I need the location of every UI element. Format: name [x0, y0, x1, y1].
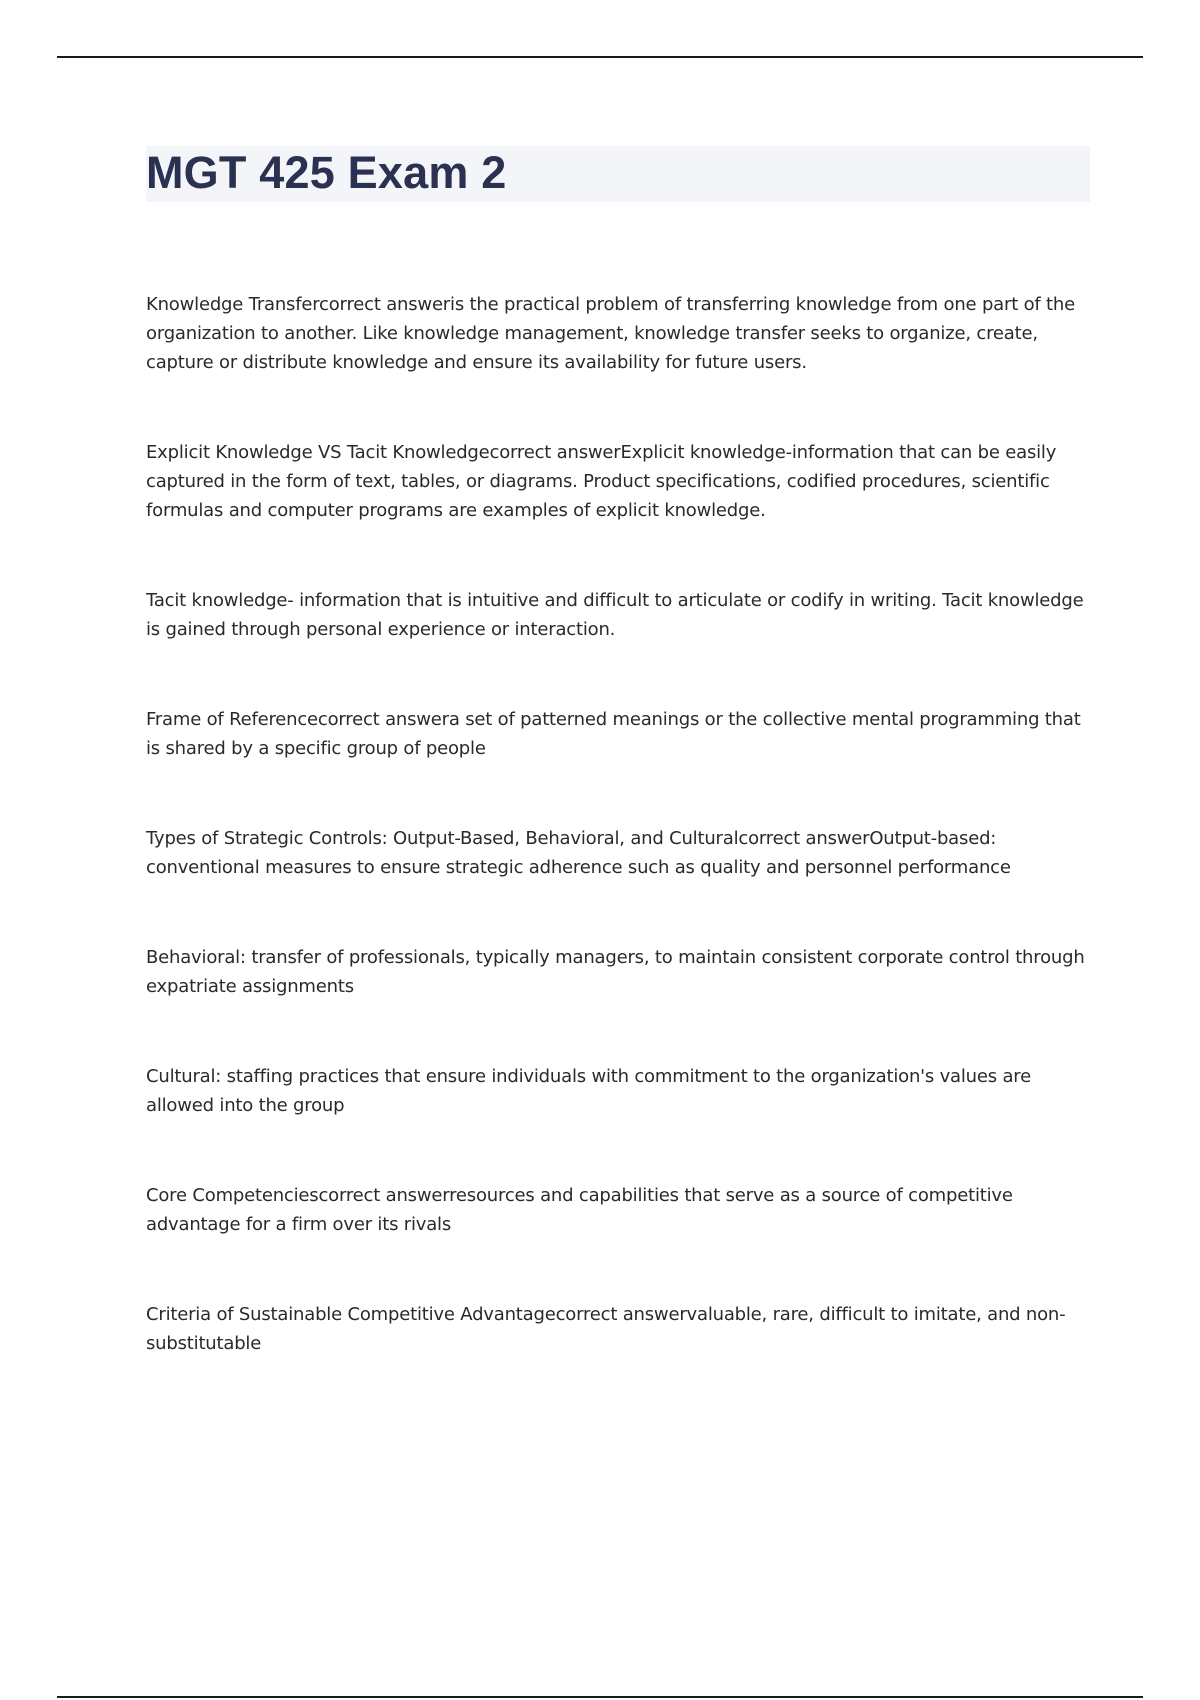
paragraph-frame-of-reference: Frame of Referencecorrect answera set of patterned meanings or the collective mental programming that is shared by a specific group of people [146, 709, 1081, 759]
paragraph-core-competencies: Core Competenciescorrect answerresources and capabilities that serve as a source of competitive advantage for a firm over its rivals [146, 1185, 1013, 1235]
paragraph-sustainable-advantage: Criteria of Sustainable Competitive Advantagecorrect answervaluable, rare, difficult to imitate, and non-substitutable [146, 1304, 1066, 1354]
document-body [146, 290, 1091, 1358]
paragraph-explicit-vs-tacit: Explicit Knowledge VS Tacit Knowledgecorrect answerExplicit knowledge-information that can be easily captured in the form of text, tables, or diagrams. Product specifications, codified procedures, scientific formulas and computer programs are examples of explicit knowledge. [146, 442, 1057, 521]
paragraph-tacit-knowledge: Tacit knowledge- information that is intuitive and difficult to articulate or codify in writing. Tacit knowledge is gained through personal experience or interaction. [146, 590, 1084, 640]
top-rule [57, 56, 1143, 58]
paragraph-behavioral: Behavioral: transfer of professionals, typically managers, to maintain consistent corporate control through expatriate assignments [146, 947, 1085, 997]
paragraph-cultural: Cultural: staffing practices that ensure individuals with commitment to the organization's values are allowed into the group [146, 1066, 1031, 1116]
page-title: MGT 425 Exam 2 [146, 147, 507, 198]
bottom-rule [57, 1696, 1143, 1698]
paragraph-strategic-controls: Types of Strategic Controls: Output-Based, Behavioral, and Culturalcorrect answerOutput-based: conventional measures to ensure strategic adherence such as quality and personnel performance [146, 828, 1011, 878]
paragraph-knowledge-transfer: Knowledge Transfercorrect answeris the practical problem of transferring knowledge from one part of the organization to another. Like knowledge management, knowledge transfer seeks to organize, create, capture or distribute knowledge and ensure its availability for future users. [146, 294, 1075, 373]
